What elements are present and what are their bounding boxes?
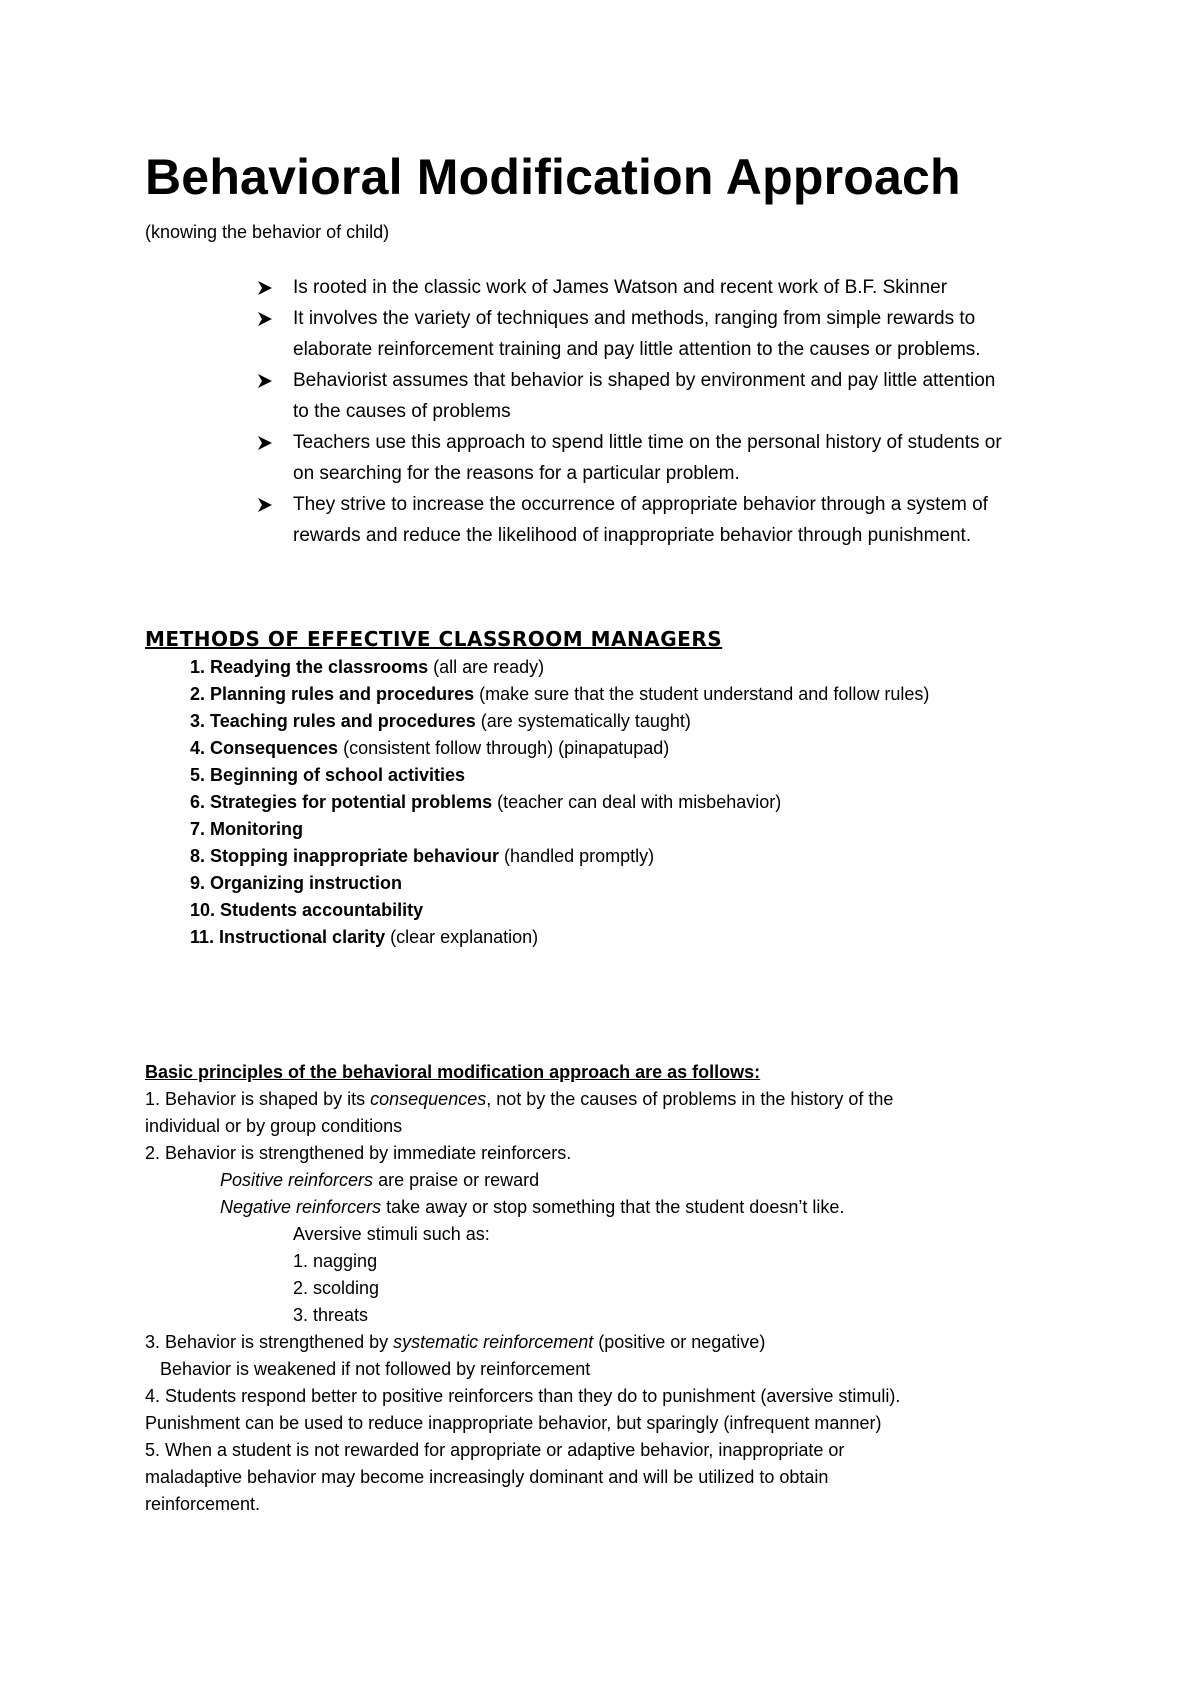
bullet-text: on searching for the reasons for a particular problem. <box>293 463 740 484</box>
list-item: 1. nagging <box>293 1251 378 1271</box>
list-item: 9. Organizing instruction <box>190 873 403 893</box>
principle-3: 3. Behavior is strengthened by systematic reinforcement (positive or negative) <box>145 1332 766 1352</box>
arrow-bullet-icon <box>255 309 275 329</box>
bullet-text: elaborate reinforcement training and pay little attention to the causes or problems. <box>293 339 981 360</box>
principles-heading: Basic principles of the behavioral modification approach are as follows: <box>145 1062 761 1082</box>
principle-4-cont: Punishment can be used to reduce inappropriate behavior, but sparingly (infrequent manner) <box>145 1413 882 1433</box>
bullet-text: rewards and reduce the likelihood of inappropriate behavior through punishment. <box>293 525 972 546</box>
principle-4: 4. Students respond better to positive reinforcers than they do to punishment (aversive stimuli). <box>145 1386 901 1406</box>
list-item: 3. Teaching rules and procedures (are systematically taught) <box>190 711 691 731</box>
arrow-bullet-icon <box>255 495 275 515</box>
bullet-text: Behaviorist assumes that behavior is shaped by environment and pay little attention <box>293 370 996 391</box>
list-item: 3. threats <box>293 1305 369 1325</box>
arrow-bullet-icon <box>255 433 275 453</box>
arrow-bullet-icon <box>255 278 275 298</box>
principle-2: 2. Behavior is strengthened by immediate reinforcers. <box>145 1143 572 1163</box>
positive-reinforcers: Positive reinforcers are praise or reward <box>220 1170 540 1190</box>
bullet-text: Is rooted in the classic work of James Watson and recent work of B.F. Skinner <box>293 277 948 298</box>
list-item: 7. Monitoring <box>190 819 304 839</box>
page-title: Behavioral Modification Approach <box>145 149 961 205</box>
principle-5-cont: maladaptive behavior may become increasingly dominant and will be utilized to obtain <box>145 1467 829 1487</box>
principle-5: 5. When a student is not rewarded for appropriate or adaptive behavior, inappropriate or <box>145 1440 845 1460</box>
principle-3-cont: Behavior is weakened if not followed by reinforcement <box>160 1359 591 1379</box>
list-item: 6. Strategies for potential problems (teacher can deal with misbehavior) <box>190 792 782 812</box>
methods-heading: METHODS OF EFFECTIVE CLASSROOM MANAGERS <box>145 627 723 651</box>
bullet-text: They strive to increase the occurrence of appropriate behavior through a system of <box>293 494 988 515</box>
list-item: 8. Stopping inappropriate behaviour (handled promptly) <box>190 846 655 866</box>
principle-1: 1. Behavior is shaped by its consequences, not by the causes of problems in the history of the <box>145 1089 894 1109</box>
list-item: 2. scolding <box>293 1278 380 1298</box>
list-item: 11. Instructional clarity (clear explanation) <box>190 927 539 947</box>
principle-1-cont: individual or by group conditions <box>145 1116 403 1136</box>
bullet-text: It involves the variety of techniques and methods, ranging from simple rewards to <box>293 308 976 329</box>
arrow-bullet-icon <box>255 371 275 391</box>
list-item: 1. Readying the classrooms (all are ready) <box>190 657 545 677</box>
bullet-text: Teachers use this approach to spend little time on the personal history of students or <box>293 432 1002 453</box>
list-item: 10. Students accountability <box>190 900 424 920</box>
aversive-stimuli: Aversive stimuli such as: <box>293 1224 490 1244</box>
negative-reinforcers: Negative reinforcers take away or stop something that the student doesn’t like. <box>220 1197 845 1217</box>
list-item: 2. Planning rules and procedures (make sure that the student understand and follow rules) <box>190 684 930 704</box>
list-item: 4. Consequences (consistent follow through) (pinapatupad) <box>190 738 670 758</box>
page-subtitle: (knowing the behavior of child) <box>145 222 390 242</box>
list-item: 5. Beginning of school activities <box>190 765 466 785</box>
bullet-text: to the causes of problems <box>293 401 511 422</box>
principle-5-cont: reinforcement. <box>145 1494 261 1514</box>
